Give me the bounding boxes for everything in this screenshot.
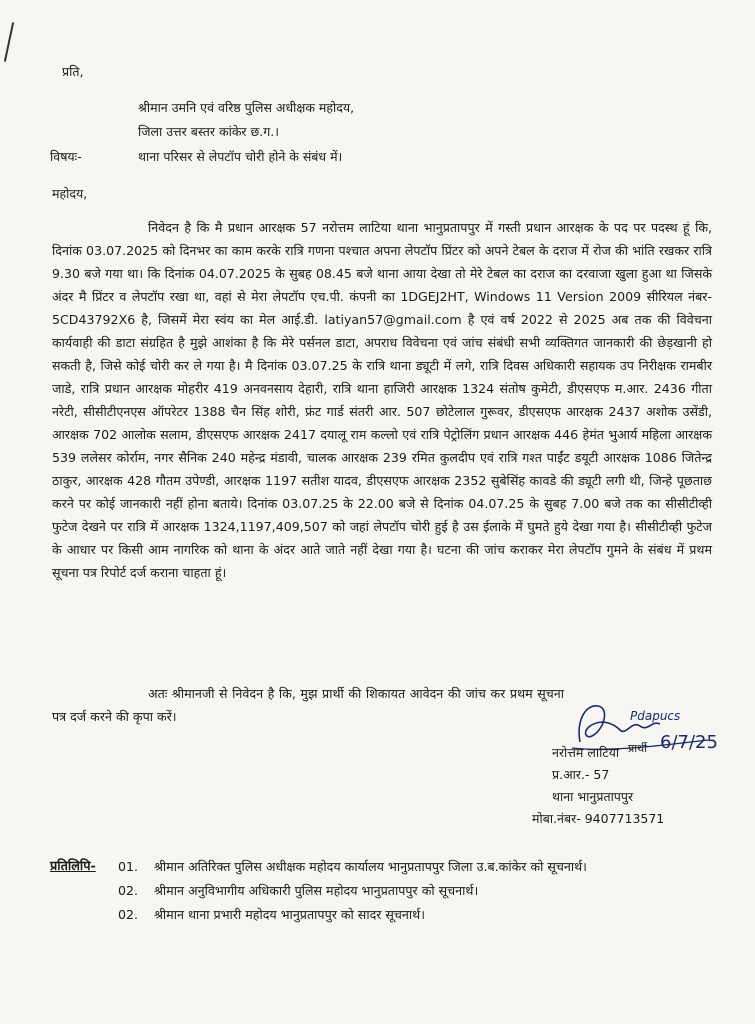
recipient-line-1: श्रीमान उमनि एवं वरिष्ठ पुलिस अधीक्षक महोदय,	[138, 100, 355, 115]
subject-text: थाना परिसर से लेपटॉप चोरी होने के संबंध में।	[138, 149, 343, 164]
recipient-line-2: जिला उत्तर बस्तर कांकेर छ.ग.।	[138, 124, 279, 139]
signature-script: Pdapucs	[630, 709, 681, 723]
cc-item: 02. श्रीमान थाना प्रभारी महोदय भानुप्रतापपुर को सादर सूचनार्थ।	[118, 907, 426, 922]
cc-item: 02. श्रीमान अनुविभागीय अधिकारी पुलिस महोदय भानुप्रतापपुर को सूचनार्थ।	[118, 883, 479, 898]
salutation: महोदय,	[52, 186, 88, 201]
cc-item: 01. श्रीमान अतिरिक्त पुलिस अधीक्षक महोदय कार्यालय भानुप्रतापपुर जिला उ.ब.कांकेर को सूचनार्थ।	[118, 859, 587, 874]
sender-name: नरोत्तम लाटिया	[552, 745, 620, 760]
subject-label: विषयः-	[50, 149, 82, 164]
sender-mobile: मोबा.नंबर- 9407713571	[532, 811, 665, 826]
signature-date: 6/7/25	[660, 732, 718, 753]
to-label: प्रति,	[62, 64, 84, 79]
closing-text: अतः श्रीमानजी से निवेदन है कि, मुझ प्रार्थी की शिकायत आवेदन की जांच कर प्रथम सूचना पत्र दर्ज करने की कृपा करें।	[52, 686, 564, 724]
letter-body	[52, 216, 712, 584]
cc-label: प्रतिलिपि-	[50, 859, 96, 874]
closing-paragraph	[52, 682, 564, 728]
pen-mark	[4, 22, 14, 62]
sender-rank: प्र.आर.- 57	[552, 767, 610, 782]
sender-station: थाना भानुप्रतापपुर	[552, 789, 634, 804]
letter-body-text: निवेदन है कि मै प्रधान आरक्षक 57 नरोत्तम लाटिया थाना भानुप्रतापपुर में गस्ती प्रधान आरक्षक के पद पर पदस्थ हूं कि, दिनांक 03.07.2025 को दिनभर का काम करके रात्रि गणना पश्चात अपना लेपटॉप प्रिंटर को अपने टेबल के दराज में रोज की भांति रखकर रात्रि 9.30 बजे गया था। कि दिनांक 04.07.2025 के सुबह 08.45 बजे थाना आया देखा तो मेरे टेबल का दराज का दरवाजा खुला हुआ था जिसके अंदर मै प्रिंटर व लेपटॉप रखा था, वहां से मेरा लेपटॉप एच.पी. कंपनी का 1DGEJ2HT, Windows 11 Version 2009 सीरियल नंबर- 5CD43792X6 है, जिसमें मेरा स्वंय का मेल आई.डी. latiyan57@gmail.com है एवं वर्ष 2022 से 2025 अब तक की विवेचना कार्यवाही की डाटा संग्रहित है मुझे आशंका है कि मेरे पर्सनल डाटा, अपराध विवेचना एवं जांच संबंधी सभी व्यक्तिगत जानकारी की छेड़खानी हो सकती है, जिसे कोई चोरी कर ले गया है। मै दिनांक 03.07.25 के रात्रि थाना ड्यूटी में लगे, रात्रि दिवस अधिकारी सहायक उप निरीक्षक रामबीर जाडे, रात्रि प्रधान आरक्षक मोहरीर 419 अनवनसाय देहारी, रात्रि थाना हाजिरी आरक्षक 1324 संतोष कुमेटी, डीएसएफ म.आर. 2436 गीता नरेटी, सीसीटीएनएस ऑपरेटर 1388 चैन सिंह शोरी, फ्रंट गार्ड संतरी आर. 507 छोटेलाल गुरूवर, डीएसएफ आरक्षक 2437 अशोक उसेंडी, आरक्षक 702 आलोक सलाम, डीएसएफ आरक्षक 2417 दयालू राम कल्लो एवं रात्रि पेट्रोलिंग प्रधान आरक्षक 446 हेमंत भुआर्य महिला आरक्षक 539 ललेसर कोर्राम, नगर सैनिक 240 महेन्द्र मंडावी, चालक आरक्षक 239 रमित कुलदीप एवं रात्रि गश्त पाईंट डयूटी आरक्षक 1086 जितेन्द्र ठाकुर, आरक्षक 428 गौतम उपेण्डी, आरक्षक 1197 सतीश यादव, डीएसएफ आरक्षक 2352 सुबेसिंह कावडे की ड्यूटी लगी थी, जिन्हे पूछताछ करने पर कोई जानकारी नहीं होना बताये। दिनांक 03.07.25 के 22.00 बजे से दिनांक 04.07.25 के सुबह 7.00 बजे तक का सीसीटीव्ही फुटेज देखने पर रात्रि में आरक्षक 1324,1197,409,507 को जहां लेपटॉप चोरी हुई है उस ईलाके में घुमते हुये देखा गया है। सीसीटीव्ही फुटेज के आधार पर किसी आम नागरिक को थाना के अंदर आते जाते नहीं देखा गया है। घटना की जांच कराकर मेरा लेपटॉप गुमने के संबंध में प्रथम सूचना पत्र रिपोर्ट दर्ज कराना चाहता हूं।	[52, 220, 712, 580]
signature-label: प्रार्थी	[628, 742, 647, 755]
